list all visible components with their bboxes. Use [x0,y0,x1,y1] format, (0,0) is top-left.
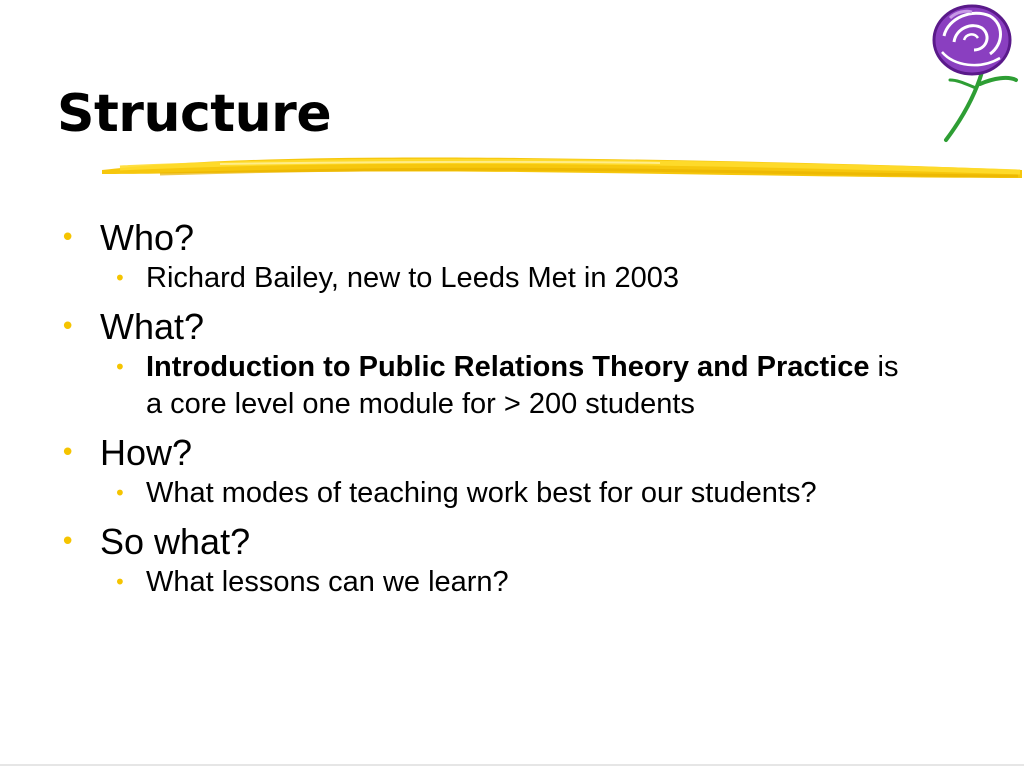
bullet-so-what [58,520,978,564]
bullet-what [58,305,978,349]
bullet-text: How? [100,432,193,473]
bullet-dot-icon: • [114,355,126,379]
bullet-text: So what? [100,521,251,562]
bullet-dot-icon: • [114,570,126,594]
sub-bullet-how [58,475,906,512]
sub-bullet-so-what [58,564,906,601]
bullet-text: What? [100,306,205,347]
sub-bullet-text: What lessons can we learn? [146,566,509,598]
purple-rose-logo [920,0,1024,148]
sub-bullet-who [58,260,906,297]
bullet-who [58,216,978,260]
sub-bullet-text: Richard Bailey, new to Leeds Met in 2003 [146,262,680,294]
yellow-brush-stroke [100,148,1024,188]
bullet-dot-icon: • [60,527,76,557]
bullet-dot-icon: • [60,223,76,253]
bottom-divider [0,764,1024,766]
module-name: Introduction to Public Relations Theory and Practice [146,351,870,383]
slide-title: Structure [57,84,332,144]
bullet-dot-icon: • [114,481,126,505]
sub-bullet-what [58,349,906,423]
bullet-text: Who? [100,217,195,258]
bullet-list [58,216,978,609]
sub-bullet-text: What modes of teaching work best for our students? [146,477,817,509]
bullet-dot-icon: • [114,266,126,290]
bullet-dot-icon: • [60,312,76,342]
sub-bullet-text: is a core level one module for > 200 students [146,351,899,420]
bullet-dot-icon: • [60,438,76,468]
bullet-how [58,431,978,475]
